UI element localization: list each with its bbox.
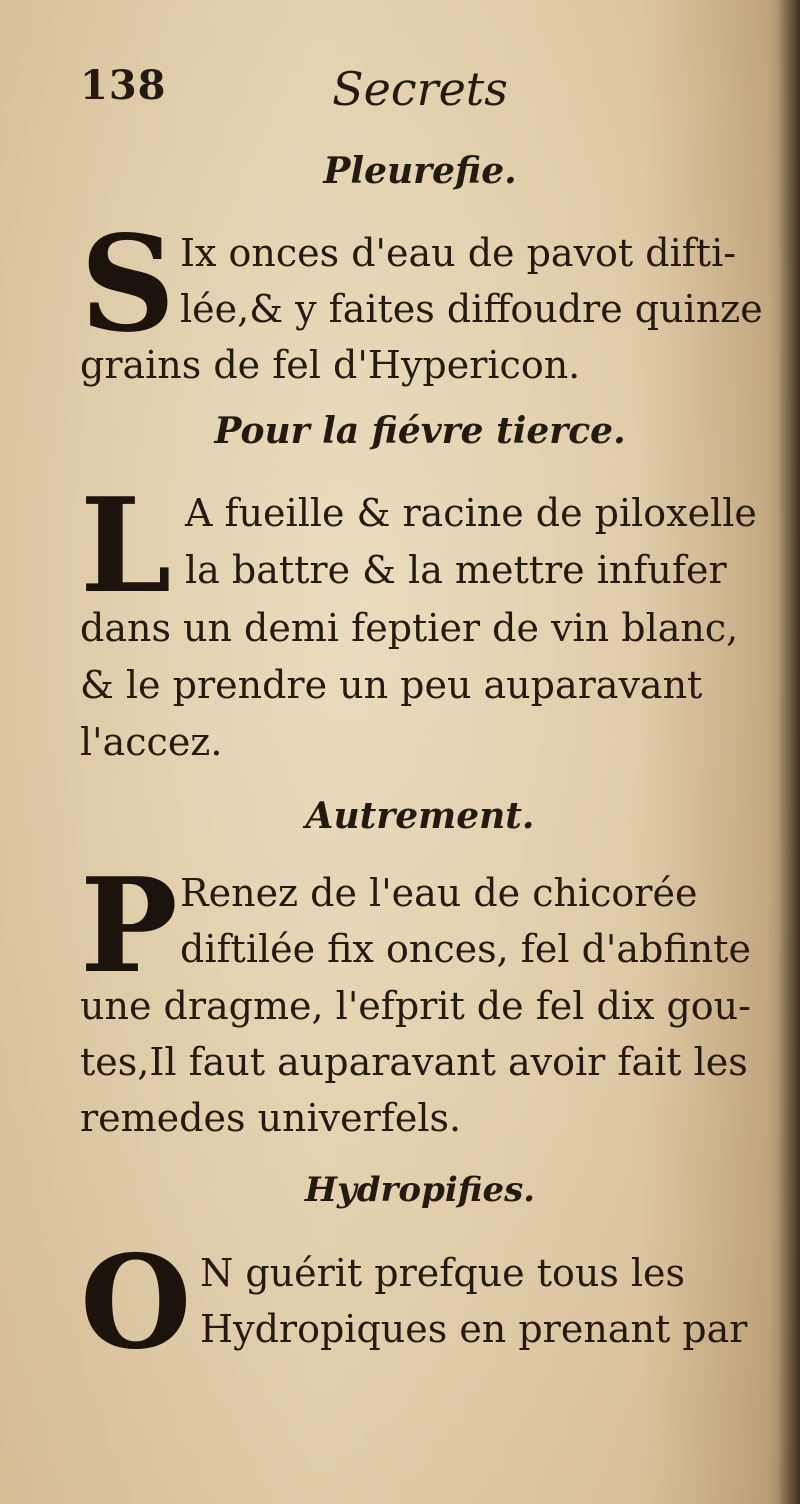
section-paragraph bbox=[80, 469, 780, 775]
text-line: Ix onces d'eau de pavot difti- bbox=[180, 231, 737, 275]
page-number: 138 bbox=[80, 62, 167, 109]
drop-cap: S bbox=[80, 207, 176, 362]
running-title: Secrets bbox=[332, 62, 508, 116]
section-heading: Pleurefie. bbox=[323, 150, 517, 192]
text-line: une dragme, l'efprit de fel dix gou- bbox=[80, 984, 751, 1028]
text-line: lée,& y faites diffoudre quinze bbox=[180, 287, 763, 331]
running-head bbox=[80, 62, 760, 122]
text-line: la battre & la mettre infufer bbox=[185, 548, 727, 592]
text-line: remedes univerfels. bbox=[80, 1096, 462, 1140]
drop-cap: L bbox=[80, 469, 172, 622]
text-line: A fueille & racine de piloxelle bbox=[185, 491, 757, 535]
text-line: & le prendre un peu auparavant bbox=[80, 663, 703, 707]
drop-cap: P bbox=[80, 849, 178, 1002]
text-line: diftilée fix onces, fel d'abfinte bbox=[180, 927, 751, 971]
text-line: l'accez. bbox=[80, 720, 223, 764]
text-line: Renez de l'eau de chicorée bbox=[180, 871, 698, 915]
section-heading: Autrement. bbox=[305, 795, 535, 837]
section-paragraph bbox=[80, 1228, 780, 1378]
text-line: dans un demi feptier de vin blanc, bbox=[80, 606, 739, 650]
text-line: Hydropiques en prenant par bbox=[200, 1307, 748, 1351]
text-line: N guérit prefque tous les bbox=[200, 1251, 686, 1295]
section-paragraph bbox=[80, 849, 780, 1145]
text-line: tes,Il faut auparavant avoir fait les bbox=[80, 1040, 748, 1084]
drop-cap: O bbox=[80, 1228, 192, 1378]
section-heading: Pour la fiévre tierce. bbox=[214, 410, 626, 452]
section-heading: Hydropifies. bbox=[304, 1170, 536, 1210]
section-paragraph bbox=[80, 207, 780, 395]
text-line: grains de fel d'Hypericon. bbox=[80, 343, 581, 387]
